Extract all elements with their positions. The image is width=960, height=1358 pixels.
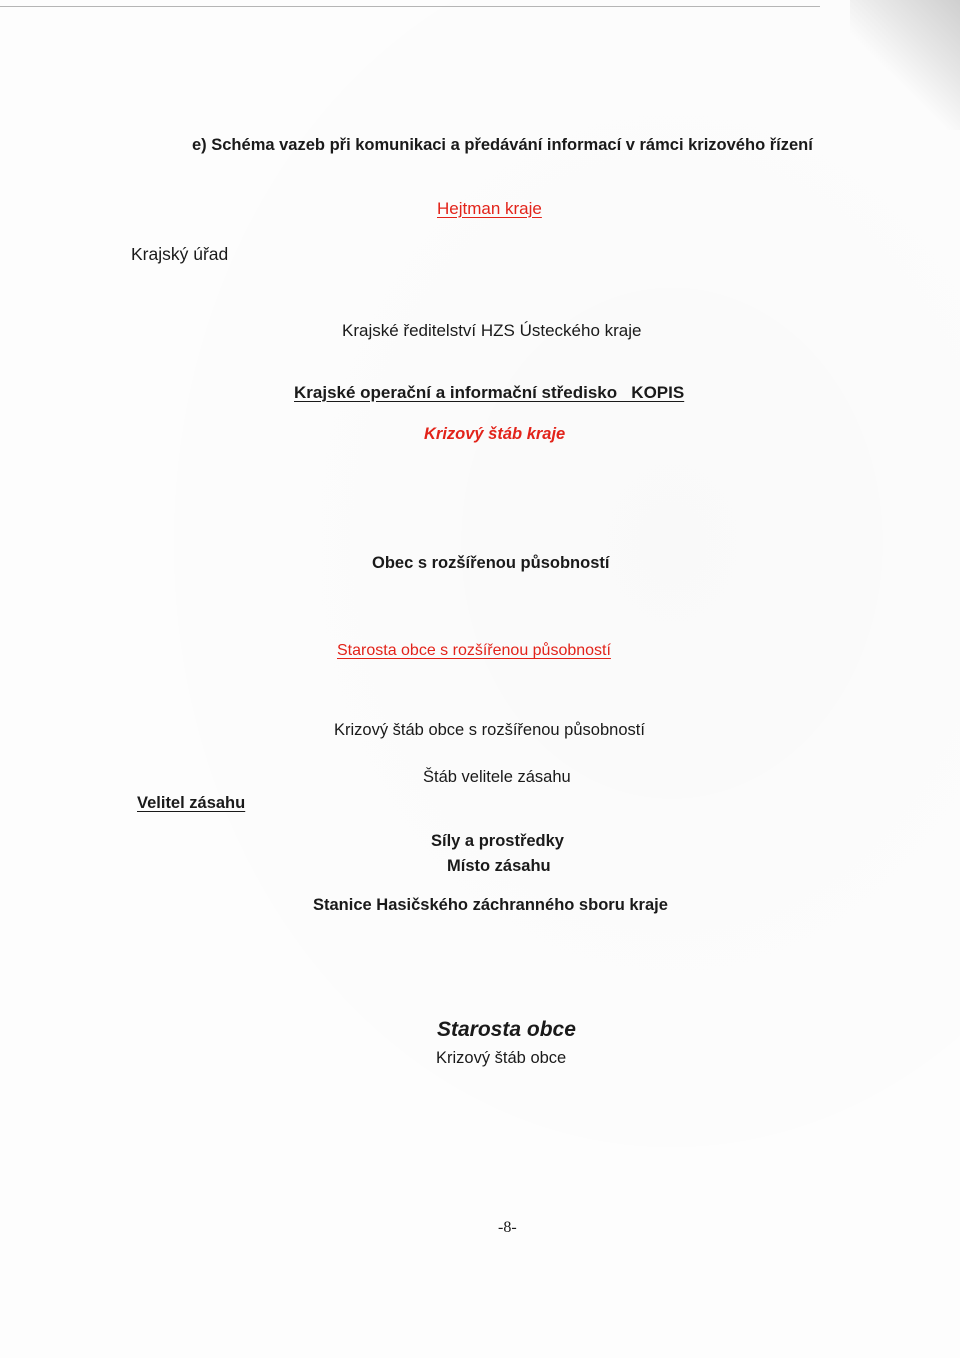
sily-prostredky-label: Síly a prostředky [431,832,564,850]
krizovy-stab-obce-label: Krizový štáb obce [436,1049,567,1067]
starosta-orp-label: Starosta obce s rozšířenou působností [337,642,611,659]
page-number: -8- [498,1219,517,1236]
kopis-label: Krajské operační a informační středisko KOPIS [294,383,685,402]
krizovy-stab-orp-label: Krizový štáb obce s rozšířenou působností [334,721,645,739]
hejtman-kraje-label: Hejtman kraje [437,199,542,218]
obec-orp-label: Obec s rozšířenou působností [372,554,610,572]
krajsky-urad-label: Krajský úřad [131,244,229,264]
velitel-zasahu-label: Velitel zásahu [137,794,246,812]
scan-top-rule [0,6,820,7]
section-heading: e) Schéma vazeb při komunikaci a předávání informací v rámci krizového řízení [192,136,813,154]
misto-zasahu-label: Místo zásahu [447,857,551,875]
krizovy-stab-kraje-label: Krizový štáb kraje [424,425,566,443]
hzs-reditelstvi-label: Krajské ředitelství HZS Ústeckého kraje [342,321,642,340]
stanice-hzs-label: Stanice Hasičského záchranného sboru kraje [313,896,668,914]
starosta-obce-label: Starosta obce [437,1018,576,1041]
scan-corner-fold [850,0,960,130]
stab-velitele-label: Štáb velitele zásahu [423,768,571,786]
